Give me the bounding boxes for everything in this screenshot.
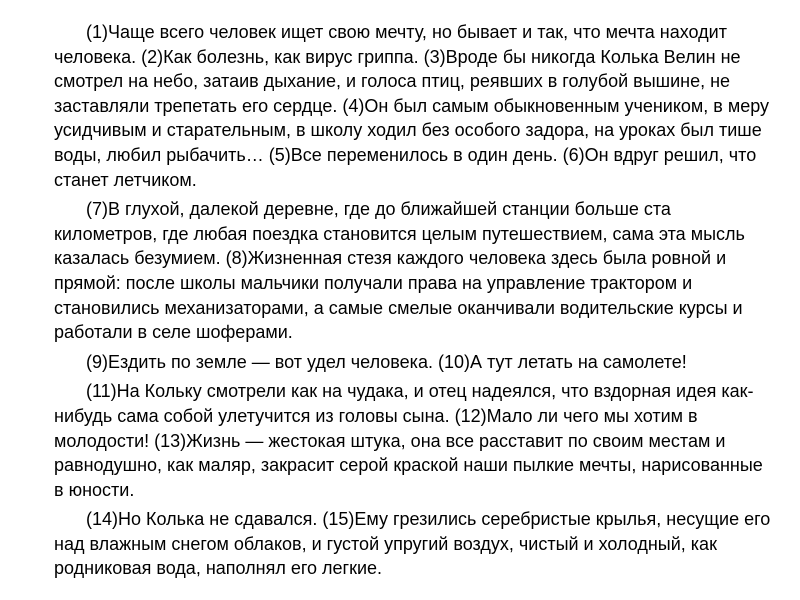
paragraph-4: (11)На Кольку смотрели как на чудака, и отец надеялся, что вздорная идея как-нибудь сама собой улетучится из головы сына. (12)Мало ли чего мы хотим в молодости! (13)Жизнь — жестокая штука, она все расставит по своим местам и равнодушно, как маляр, закрасит серой краской наши пылкие мечты, нарисованные в юности. bbox=[54, 381, 763, 500]
text-body bbox=[54, 20, 772, 586]
paragraph-3: (9)Ездить по земле — вот удел человека. (10)А тут летать на самолете! bbox=[86, 351, 687, 372]
paragraph-5: (14)Но Колька не сдавался. (15)Ему грезились серебристые крылья, несущие его над влажным снегом облаков, и густой упругий воздух, чистый и холодный, как родниковая вода, наполнял его легкие. bbox=[54, 509, 771, 579]
paragraph-2: (7)В глухой, далекой деревне, где до ближайшей станции больше ста километров, где любая поездка становится целым путешествием, сама эта мысль казалась безумием. (8)Жизненная стезя каждого человека здесь была ровной и прямой: после школы мальчики получали права на управление трактором и становились механизаторами, а самые смелые оканчивали водительские курсы и работали в селе шоферами. bbox=[54, 199, 745, 343]
paragraph-1: (1)Чаще всего человек ищет свою мечту, но бывает и так, что мечта находит человека. (2)Как болезнь, как вирус гриппа. (3)Вроде бы никогда Колька Велин не смотрел на небо, затаив дыхание, и голоса птиц, реявших в голубой вышине, не заставляли трепетать его сердце. (4)Он был самым обыкновенным учеником, в меру усидчивым и старательным, в школу ходил без особого задора, на уроках был тише воды, любил рыбачить… (5)Все переменилось в один день. (6)Он вдруг решил, что станет летчиком. bbox=[54, 22, 770, 190]
